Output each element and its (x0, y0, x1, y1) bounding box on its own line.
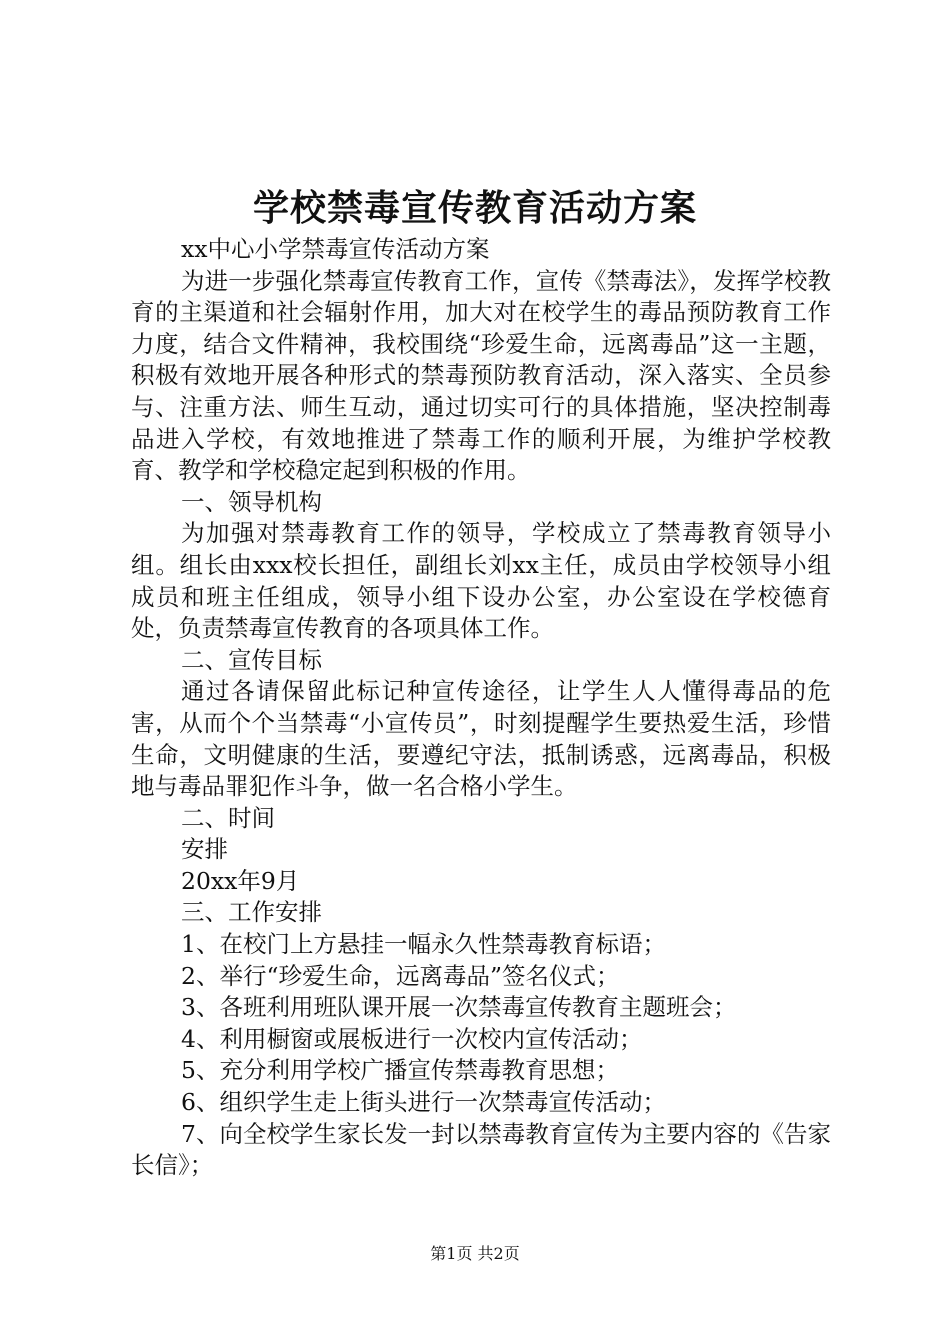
paragraph-arrangement: 安排 (181, 835, 228, 864)
section-heading-time: 二、时间 (181, 803, 275, 832)
paragraph-subtitle: xx中心小学禁毒宣传活动方案 (181, 235, 490, 263)
document-body (131, 234, 831, 1182)
paragraph-intro: 为进一步强化禁毒宣传教育工作，宣传《禁毒法》，发挥学校教育的主渠道和社会辐射作用，加大对在校学生的毒品预防教育工作力度，结合文件精神，我校围绕“珍爱生命，远离毒品”这一主题，积极有效地开展各种形式的禁毒预防教育活动，深入落实、全员参与、注重方法、师生互动，通过切实可行的具体措施，坚决控制毒品进入学校，有效地推进了禁毒工作的顺利开展，为维护学校教育、教学和学校稳定起到积极的作用。 (131, 266, 831, 485)
list-item: 6、组织学生走上街头进行一次禁毒宣传活动； (181, 1088, 666, 1117)
list-item: 7、向全校学生家长发一封以禁毒教育宣传为主要内容的《告家长信》； (131, 1119, 831, 1180)
list-item: 1、在校门上方悬挂一幅永久性禁毒教育标语； (181, 930, 666, 959)
list-item: 3、各班利用班队课开展一次禁毒宣传教育主题班会； (181, 993, 737, 1022)
document-title: 学校禁毒宣传教育活动方案 (252, 187, 697, 229)
list-item: 4、利用橱窗或展板进行一次校内宣传活动； (181, 1024, 643, 1053)
list-item: 2、举行“珍爱生命，远离毒品”签名仪式； (181, 961, 620, 990)
section-heading-leadership: 一、领导机构 (181, 487, 322, 516)
section-heading-work: 三、工作安排 (181, 898, 322, 927)
paragraph-date: 20xx年9月 (181, 866, 300, 895)
list-item: 5、充分利用学校广播宣传禁毒教育思想； (181, 1056, 619, 1085)
paragraph-leadership: 为加强对禁毒教育工作的领导，学校成立了禁毒教育领导小组。组长由xxx校长担任，副组长刘xx主任，成员由学校领导小组成员和班主任组成，领导小组下设办公室，办公室设在学校德育处，负责禁毒宣传教育的各项具体工作。 (131, 519, 831, 643)
paragraph-goals: 通过各请保留此标记种宣传途径，让学生人人懂得毒品的危害，从而个个当禁毒“小宣传员”，时刻提醒学生要热爱生活，珍惜生命，文明健康的生活，要遵纪守法，抵制诱惑，远离毒品，积极地与毒品罪犯作斗争，做一名合格小学生。 (131, 677, 831, 801)
section-heading-goals: 二、宣传目标 (181, 645, 322, 674)
page-footer: 第1页 共2页 (430, 1244, 520, 1263)
